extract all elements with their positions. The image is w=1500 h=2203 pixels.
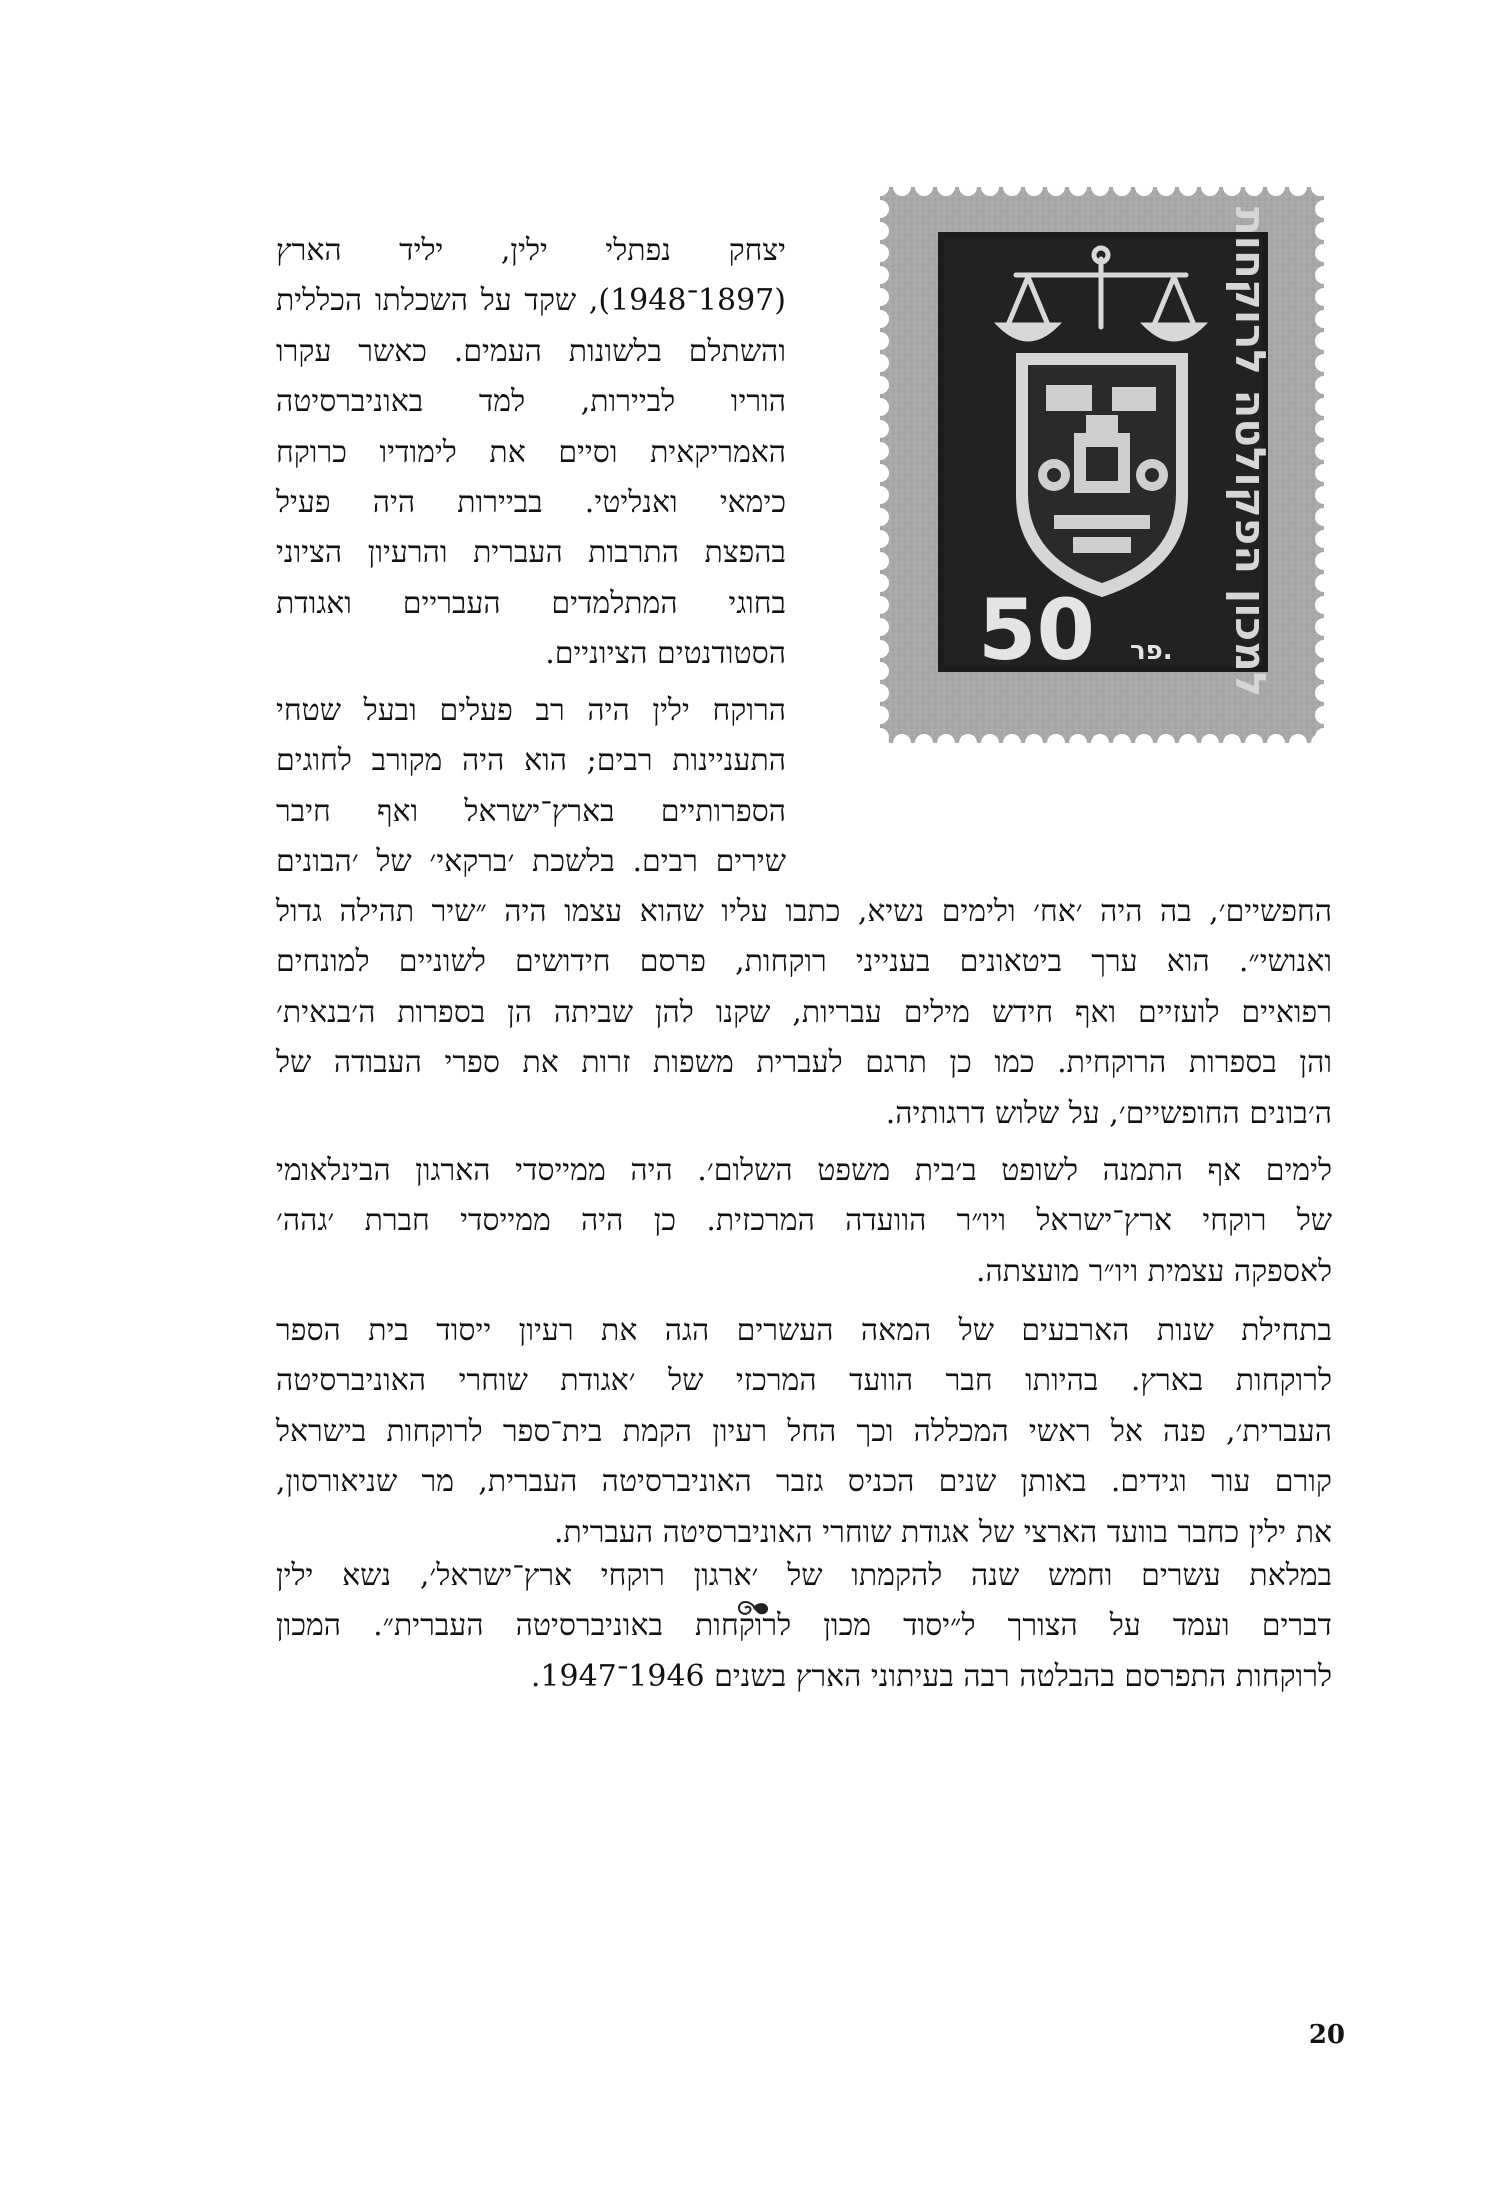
text-line: שירים רבים. בלשכת ׳ברקאי׳ של ׳הבונים [276,844,786,880]
text-line: בחוגי המתלמדים העבריים ואגודת [276,585,786,621]
text-line: של רוקחי ארץ־ישראל ויו״ר הוועדה המרכזית. כן היה ממייסדי חברת ׳גהה׳ [276,1203,1332,1239]
text-line: כימאי ואנליטי. בביירות היה פעיל [276,485,786,521]
page-number: 20 [1308,2020,1345,2050]
text-line: (1897־1948), שקד על השכלתו הכללית [276,283,786,319]
paragraph-activities-bottom [276,887,1332,1139]
paragraph-activities-top [276,686,786,888]
text-line: בהפצת התרבות העברית והרעיון הציוני [276,535,786,571]
text-line: יצחק נפתלי ילין, יליד הארץ [276,233,786,268]
stamp-value: 50 [978,581,1095,679]
text-line: הסטודנטים הציוניים. [545,636,786,672]
stamp-image [868,175,1336,755]
text-line: לימים אף התמנה לשופט ב׳בית משפט השלום׳. היה ממייסדי הארגון הבינלאומי [276,1153,1332,1188]
text-line: החפשיים׳, בה היה ׳אח׳ ולימים נשיא, כתבו עליו שהוא עצמו היה ״שיר תהילה גדול [276,894,1332,929]
text-line: הרוקח ילין היה רב פעלים ובעל שטחי [276,693,786,728]
text-line: והן בספרות הרוקחית. כמו כן תרגם לעברית משפות זרות את ספרי העבודה של [276,1045,1332,1081]
text-line: בתחילת שנות הארבעים של המאה העשרים הגה את רעיון ייסוד בית הספר [276,1313,1332,1348]
stamp-ring-text: למכון הפקולטה לרוקחות [1226,206,1275,698]
text-line: ה׳בונים החופשיים׳, על שלוש דרגותיה. [885,1095,1332,1131]
paragraph-anniversary [276,1551,1332,1702]
stamp-currency: פר. [1130,636,1173,666]
text-line: העברית׳, פנה אל ראשי המכללה וכך החל רעיון הקמת בית־ספר לרוקחות בישראל [276,1413,1332,1449]
text-line: דברים ועמד על הצורך ל״יסוד מכון לרוקחות באוניברסיטה העברית״. המכון [276,1608,1332,1644]
text-line: לרוקחות בארץ. בהיותו חבר הוועד המרכזי של ׳אגודת שוחרי האוניברסיטה [276,1363,1332,1399]
text-line: רפואיים לועזיים ואף חידש מילים עבריות, שקנו להן שביתה הן בספרות ה׳בנאית׳ [276,994,1332,1030]
text-line: ואנושי״. הוא ערך ביטאונים בענייני רוקחות, פרסם חידושים לשוניים למונחים [276,944,1332,980]
text-line: לאספקה עצמית ויו״ר מועצתה. [976,1253,1332,1289]
text-line: לרוקחות התפרסם בהבלטה רבה בעיתוני הארץ בשנים 1946־1947. [530,1658,1332,1694]
text-line: את ילין כחבר בוועד הארצי של אגודת שוחרי האוניברסיטה העברית. [554,1514,1332,1550]
text-line: במלאת עשרים וחמש שנה להקמתו של ׳ארגון רוקחי ארץ־ישראל׳, נשא ילין [276,1558,1332,1593]
text-line: האמריקאית וסיים את לימודיו כרוקח [276,434,786,470]
text-line: הוריו לביירות, למד באוניברסיטה [276,384,786,420]
paragraph-intro [276,226,786,680]
text-line: קורם עור וגידים. באותן שנים הכניס גזבר האוניברסיטה העברית, מר שניאורסון, [276,1464,1332,1500]
paragraph-school-idea [276,1306,1332,1558]
text-line: והשתלם בלשונות העמים. כאשר עקרו [276,333,786,369]
paragraph-judge [276,1146,1332,1297]
text-line: הספרותיים בארץ־ישראל ואף חיבר [276,793,786,829]
text-line: התעניינות רבים; הוא היה מקורב לחוגים [276,743,786,779]
